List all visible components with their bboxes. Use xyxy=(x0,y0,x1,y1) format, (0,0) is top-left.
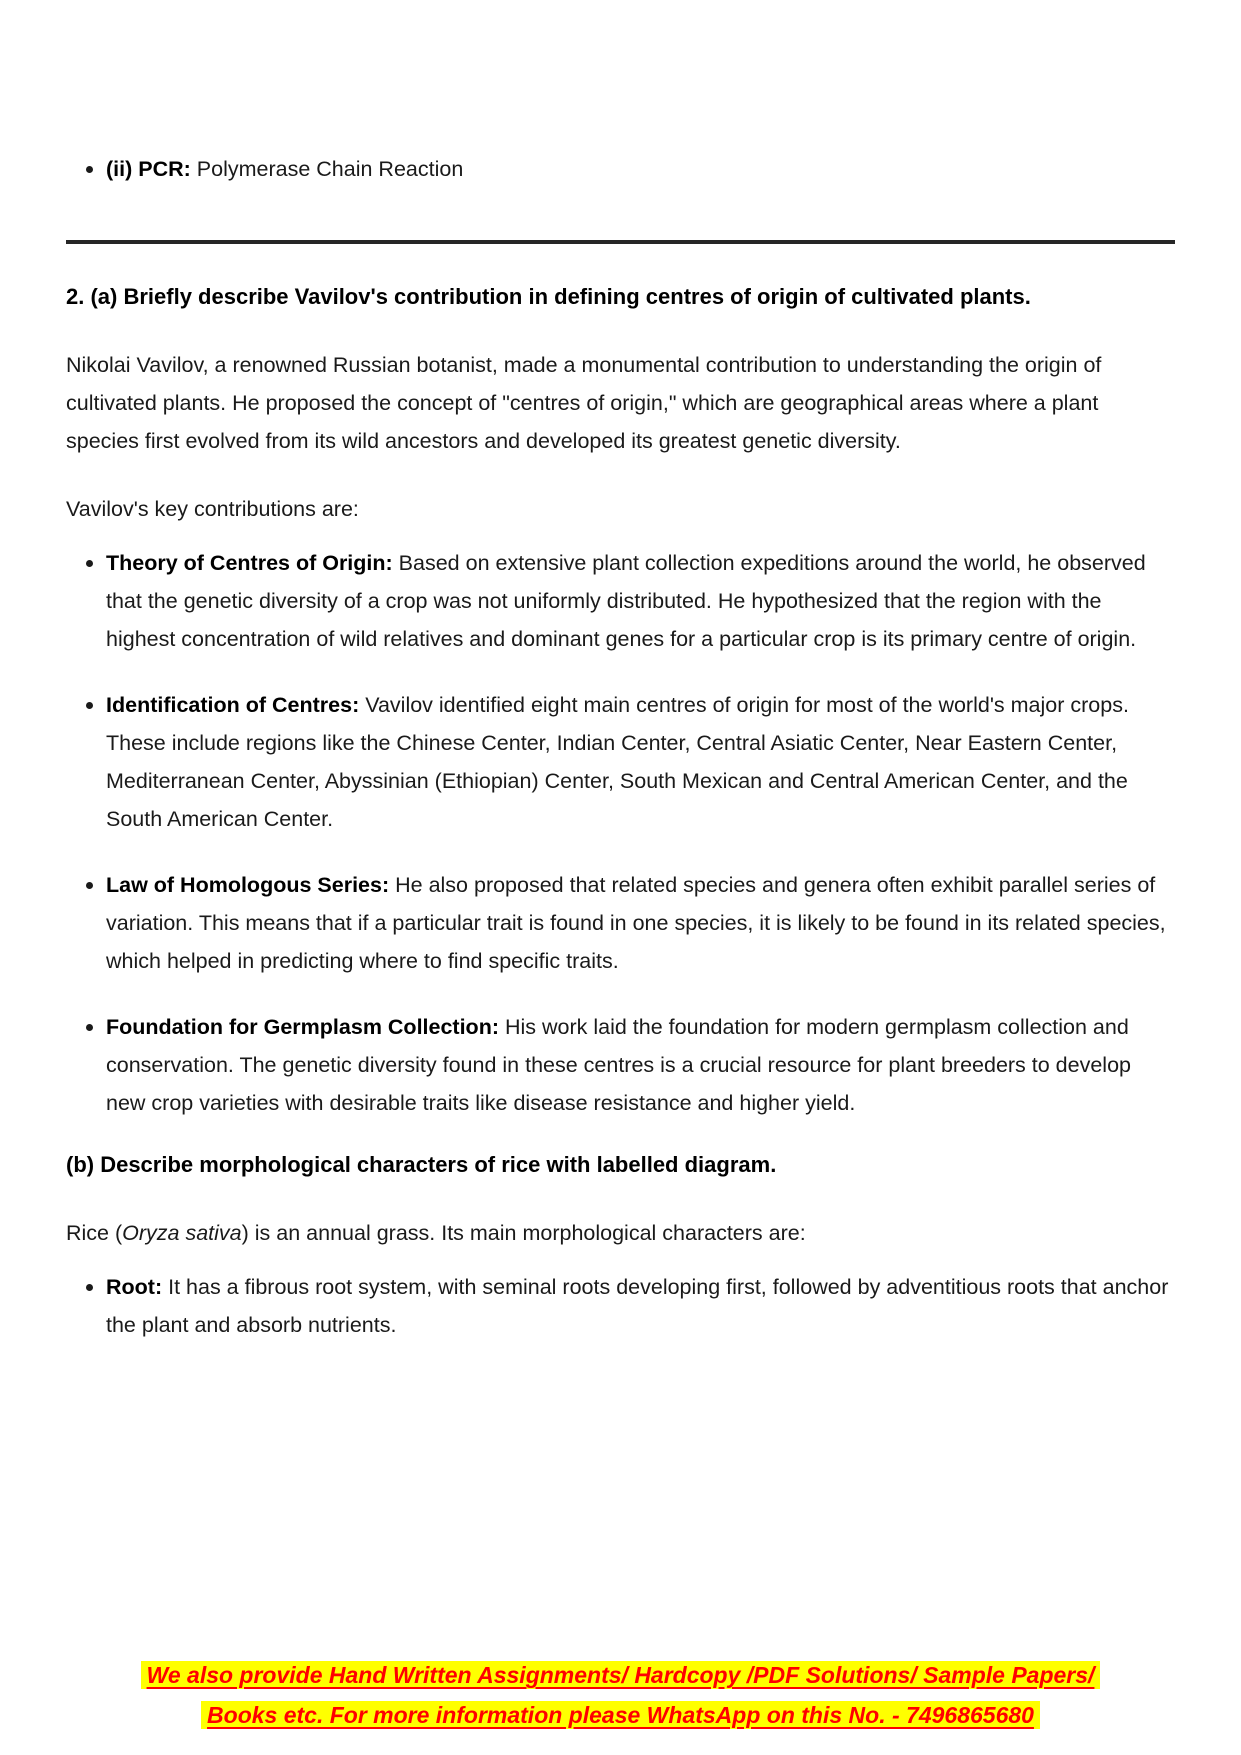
question-b-intro xyxy=(66,1214,1175,1252)
vavilov-contributions-list xyxy=(66,544,1175,1122)
list-item-text: He also proposed that related species and genera often exhibit parallel series of variation. This means that if a particular trait is found in one species, it is likely to be found in its related species, which helped in predicting where to find specific traits. xyxy=(106,873,1166,973)
bullet-icon xyxy=(86,1284,93,1291)
list-item-pcr xyxy=(66,150,1175,188)
list-item-text: Vavilov identified eight main centres of origin for most of the world's major crops. These include regions like the Chinese Center, Indian Center, Central Asiatic Center, Near Eastern Center, Mediterranean Center, Abyssinian (Ethiopian) Center, South Mexican and Central American Center, and the South American Center. xyxy=(106,693,1129,831)
list-item-text: Based on extensive plant collection expeditions around the world, he observed that the genetic diversity of a crop was not uniformly distributed. He hypothesized that the region with the highest concentration of wild relatives and dominant genes for a particular crop is its primary centre of origin. xyxy=(106,551,1146,651)
list-item-root xyxy=(66,1268,1175,1344)
list-item-law-of-homologous-series xyxy=(66,866,1175,980)
list-item-identification-of-centres xyxy=(66,686,1175,838)
list-item-germplasm-collection xyxy=(66,1008,1175,1122)
promo-footer-line1: We also provide Hand Written Assignments/ Hardcopy /PDF Solutions/ Sample Papers/ xyxy=(141,1661,1101,1689)
bullet-icon xyxy=(86,1024,93,1031)
list-item-text: It has a fibrous root system, with seminal roots developing first, followed by adventitious roots that anchor the plant and absorb nutrients. xyxy=(106,1275,1169,1337)
promo-footer-line2-wrap xyxy=(0,1695,1241,1735)
bullet-icon xyxy=(86,166,93,173)
list-item-title: Identification of Centres: xyxy=(106,693,360,717)
rice-intro-prefix: Rice ( xyxy=(66,1221,123,1245)
list-item-title: Foundation for Germplasm Collection: xyxy=(106,1015,499,1039)
list-item-title: Root: xyxy=(106,1275,163,1299)
list-item-title: Law of Homologous Series: xyxy=(106,873,390,897)
question-b-heading: (b) Describe morphological characters of rice with labelled diagram. xyxy=(66,1152,777,1177)
question-a-heading: 2. (a) Briefly describe Vavilov's contribution in defining centres of origin of cultivated plants. xyxy=(66,284,1031,309)
bullet-icon xyxy=(86,560,93,567)
question-a-list-intro: Vavilov's key contributions are: xyxy=(66,497,359,521)
rice-species-name: Oryza sativa xyxy=(122,1221,242,1245)
rice-intro-suffix: ) is an annual grass. Its main morphological characters are: xyxy=(241,1221,806,1245)
promo-footer-line1-wrap xyxy=(0,1655,1241,1695)
document-content xyxy=(0,150,1241,1344)
section-divider xyxy=(66,240,1175,244)
pcr-definition: Polymerase Chain Reaction xyxy=(196,157,464,181)
question-a-intro: Nikolai Vavilov, a renowned Russian botanist, made a monumental contribution to understanding the origin of cultivated plants. He proposed the concept of "centres of origin," which are geographical areas where a plant species first evolved from its wild ancestors and developed its greatest genetic diversity. xyxy=(66,353,1102,453)
promo-footer-line2: Books etc. For more information please WhatsApp on this No. - 7496865680 xyxy=(201,1701,1040,1729)
promo-footer xyxy=(0,1655,1241,1735)
list-item-theory-of-centres xyxy=(66,544,1175,658)
list-item-title: Theory of Centres of Origin: xyxy=(106,551,393,575)
pcr-term: (ii) PCR: xyxy=(106,157,191,181)
rice-characters-list xyxy=(66,1268,1175,1344)
bullet-icon xyxy=(86,882,93,889)
pcr-list xyxy=(66,150,1175,188)
list-item-text: His work laid the foundation for modern germplasm collection and conservation. The genetic diversity found in these centres is a crucial resource for plant breeders to develop new crop varieties with desirable traits like disease resistance and higher yield. xyxy=(106,1015,1131,1115)
bullet-icon xyxy=(86,702,93,709)
